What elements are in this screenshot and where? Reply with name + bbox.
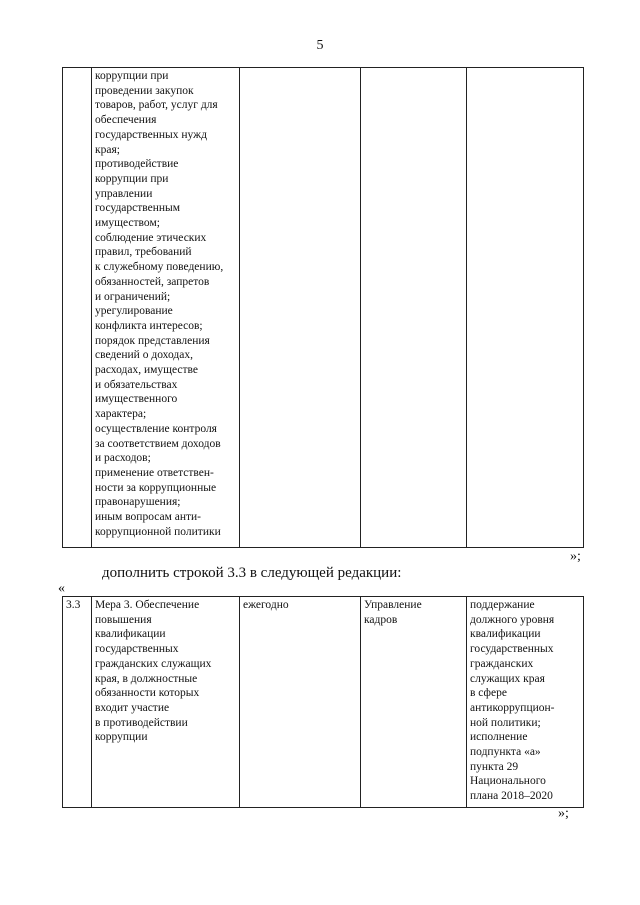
text-line: и расходов; <box>95 452 151 465</box>
text-line: иным вопросам анти- <box>95 511 201 524</box>
amendment-text: дополнить строкой 3.3 в следующей редакции: <box>102 565 402 581</box>
measure-cell <box>92 597 240 808</box>
text-line: правил, требований <box>95 246 192 259</box>
text-line: коррупции при <box>95 70 169 82</box>
text-line: антикоррупцион- <box>470 701 555 714</box>
text-line: к служебному поведению, <box>95 261 224 274</box>
text-line: коррупционной политики <box>95 525 221 538</box>
text-line: имуществом; <box>95 217 160 230</box>
text-line: характера; <box>95 408 147 421</box>
text-line: и ограничений; <box>95 290 171 303</box>
text-line: квалификации <box>470 628 541 641</box>
new-row-table <box>62 596 584 808</box>
text-line: управлении <box>95 187 153 200</box>
text-line: гражданских служащих <box>95 657 212 670</box>
text-line: применение ответствен- <box>95 466 214 479</box>
text-line: исполнение <box>470 731 528 744</box>
text-line: ной политики; <box>470 716 541 729</box>
text-line: проведении закупок <box>95 84 194 97</box>
text-line: государственных <box>470 643 554 656</box>
text-line: урегулирование <box>95 305 173 318</box>
text-line: квалификации <box>95 628 166 641</box>
text-line: должного уровня <box>470 613 555 626</box>
text-line: коррупции при <box>95 172 169 185</box>
table-row <box>63 68 584 548</box>
text-line: повышения <box>95 613 152 626</box>
period-cell <box>240 68 361 548</box>
measures-table-continued <box>62 67 584 548</box>
result-cell <box>467 597 584 808</box>
text-line: края, в должностные <box>95 672 198 685</box>
period-cell: ежегодно <box>240 597 361 808</box>
row-number-cell <box>63 68 92 548</box>
text-line: за соответствием доходов <box>95 437 221 450</box>
text-line: правонарушения; <box>95 496 181 509</box>
text-line: коррупции <box>95 731 148 744</box>
text-line: обеспечения <box>95 114 157 127</box>
row-number-cell: 3.3 <box>63 597 92 808</box>
result-cell <box>467 68 584 548</box>
text-line: в противодействии <box>95 716 188 729</box>
text-line: в сфере <box>470 687 507 700</box>
text-line: ности за коррупционные <box>95 481 217 494</box>
text-line: государственных <box>95 643 179 656</box>
text-line: осуществление контроля <box>95 422 217 435</box>
text-line: товаров, работ, услуг для <box>95 99 218 112</box>
text-line: расходах, имуществе <box>95 364 199 377</box>
closing-quote: »; <box>558 806 569 821</box>
text-line: плана 2018–2020 <box>470 790 553 803</box>
text-line: Мера 3. Обеспечение <box>95 599 200 611</box>
text-line: Управление <box>364 599 422 611</box>
text-line: государственных нужд <box>95 128 207 141</box>
closing-quote: »; <box>570 549 581 564</box>
text-line: и обязательствах <box>95 378 178 391</box>
text-line: сведений о доходах, <box>95 349 193 362</box>
text-line: поддержание <box>470 599 535 611</box>
text-line: Национального <box>470 775 546 788</box>
text-line: конфликта интересов; <box>95 319 203 332</box>
text-line: служащих края <box>470 672 545 685</box>
page-number: 5 <box>316 38 324 53</box>
opening-quote: « <box>58 581 65 596</box>
text-line: обязанности которых <box>95 687 200 700</box>
text-line: пункта 29 <box>470 760 519 773</box>
measures-cell <box>92 68 240 548</box>
responsible-cell <box>361 68 467 548</box>
text-line: входит участие <box>95 701 170 714</box>
table-row <box>63 597 584 808</box>
text-line: соблюдение этических <box>95 231 207 244</box>
text-line: края; <box>95 143 120 156</box>
text-line: подпункта «а» <box>470 746 541 759</box>
text-line: обязанностей, запретов <box>95 275 210 288</box>
responsible-cell <box>361 597 467 808</box>
text-line: противодействие <box>95 158 179 171</box>
text-line: имущественного <box>95 393 178 406</box>
text-line: гражданских <box>470 657 534 670</box>
text-line: государственным <box>95 202 181 215</box>
text-line: порядок представления <box>95 334 210 347</box>
text-line: кадров <box>364 613 398 626</box>
